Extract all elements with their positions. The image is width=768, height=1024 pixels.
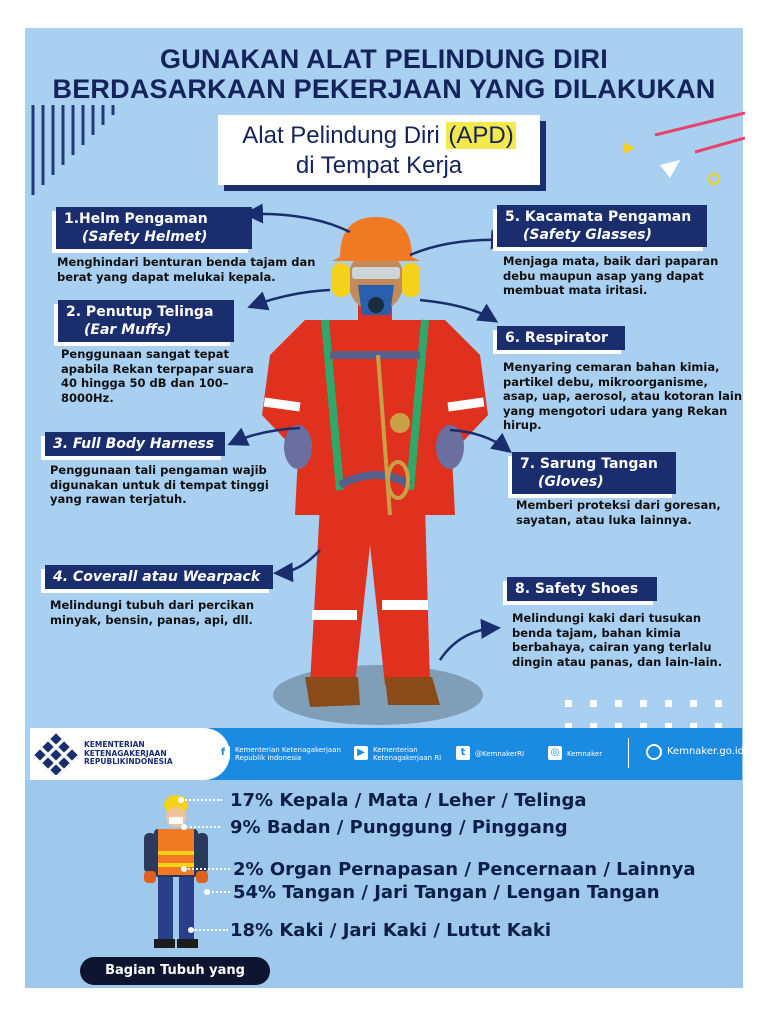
youtube-line2: Ketenagakerjaan RI [373,754,442,762]
item-5-subtitle: (Safety Glasses) [523,227,652,243]
item-8-label [507,577,657,601]
subtitle-highlight: (APD) [448,122,514,149]
page-title-line2: BERDASARKAAN PEKERJAAN YANG DILAKUKAN [52,74,716,104]
stat-1: 17% Kepala / Mata / Leher / Telinga [230,790,587,811]
instagram-handle[interactable]: Kemnaker [567,750,603,758]
item-3-desc: Penggunaan tali pengaman wajib digunakan untuk di tempat tinggi yang rawan terjatuh. [50,463,269,506]
item-4-desc: Melindungi tubuh dari percikan minyak, bensin, panas, api, dll. [50,598,255,627]
item-7-subtitle: (Gloves) [538,474,604,490]
facebook-icon[interactable]: f [216,746,230,760]
item-2-title: 2. Penutup Telinga [66,304,214,320]
brand-divider [628,738,629,768]
stat-2-connector [185,826,220,829]
item-1-title: 1.Helm Pengaman [64,211,208,227]
stat-1-connector [182,799,222,802]
stat-5-dot [188,927,194,933]
item-6-desc: Menyaring cemaran bahan kimia, partikel debu, mikroorganisme, asap, uap, aerosol, atau kotoran lain yang mengotori udara yang Rekan hirup. [503,360,743,432]
item-7-label [512,452,676,494]
item-1-desc: Menghindari benturan benda tajam dan berat yang dapat melukai kepala. [57,255,316,284]
stat-3-dot [181,866,187,872]
stat-2: 9% Badan / Punggung / Pinggang [230,817,568,838]
item-4-label [45,565,273,589]
youtube-icon[interactable]: ▶ [354,746,368,760]
ministry-line3: REPUBLIKINDONESIA [84,757,173,766]
ministry-line1: KEMENTERIAN [84,740,145,749]
ministry-logo-icon [34,733,78,775]
item-8-desc: Melindungi kaki dari tusukan benda tajam, bahan kimia berbahaya, cairan yang terlalu dingin atau panas, dan lain-lain. [512,611,723,669]
page-title-line1: GUNAKAN ALAT PELINDUNG DIRI [160,44,608,74]
item-5-desc: Menjaga mata, baik dari paparan debu maupun asap yang dapat membuat mata iritasi. [503,254,719,297]
ministry-name [84,741,173,767]
twitter-handle[interactable]: @KemnakerRI [475,750,525,758]
stat-2-dot [181,824,187,830]
subtitle-line2: di Tempat Kerja [295,152,463,179]
item-2-label [58,300,234,342]
item-3-label [45,432,225,456]
item-4-title: 4. Coverall atau Wearpack [53,569,261,585]
stat-4: 54% Tangan / Jari Tangan / Lengan Tangan [233,882,660,903]
injury-caption: Bagian Tubuh yang Cedera [80,957,270,985]
twitter-icon[interactable]: t [456,746,470,760]
item-5-label [497,205,707,247]
facebook-line1: Kementerian Ketenagakerjaan [235,746,341,754]
website-link[interactable]: Kemnaker.go.id [667,746,744,757]
item-1-label [56,207,252,249]
youtube-handle[interactable] [373,746,441,762]
stat-3: 2% Organ Pernapasan / Pencernaan / Lainnya [233,859,696,880]
item-7-desc: Memberi proteksi dari goresan, sayatan, atau luka lainnya. [516,498,721,527]
item-2-subtitle: (Ear Muffs) [84,322,172,338]
youtube-line1: Kementerian [373,746,418,754]
instagram-icon[interactable]: ◎ [548,746,562,760]
item-7-title: 7. Sarung Tangan [520,456,658,472]
facebook-line2: Republik Indonesia [235,754,302,762]
item-5-title: 5. Kacamata Pengaman [505,209,692,225]
item-6-title: 6. Respirator [505,330,608,346]
globe-icon [646,744,662,760]
stat-1-dot [178,797,184,803]
stat-5-connector [192,929,228,932]
ministry-line2: KETENAGAKERJAAN [84,748,167,758]
item-1-subtitle: (Safety Helmet) [82,229,208,245]
stat-4-dot [204,889,210,895]
stat-5: 18% Kaki / Jari Kaki / Lutut Kaki [230,920,552,941]
item-2-desc: Penggunaan sangat tepat apabila Rekan terpapar suara 40 hingga 50 dB dan 100–8000Hz. [61,347,254,405]
item-8-title: 8. Safety Shoes [515,581,639,597]
facebook-handle[interactable] [235,746,341,762]
item-3-title: 3. Full Body Harness [53,436,215,452]
stat-4-connector [208,891,230,894]
stat-3-connector [185,868,230,871]
subtitle-pre: Alat Pelindung Diri [242,122,447,149]
item-6-label [497,326,625,350]
